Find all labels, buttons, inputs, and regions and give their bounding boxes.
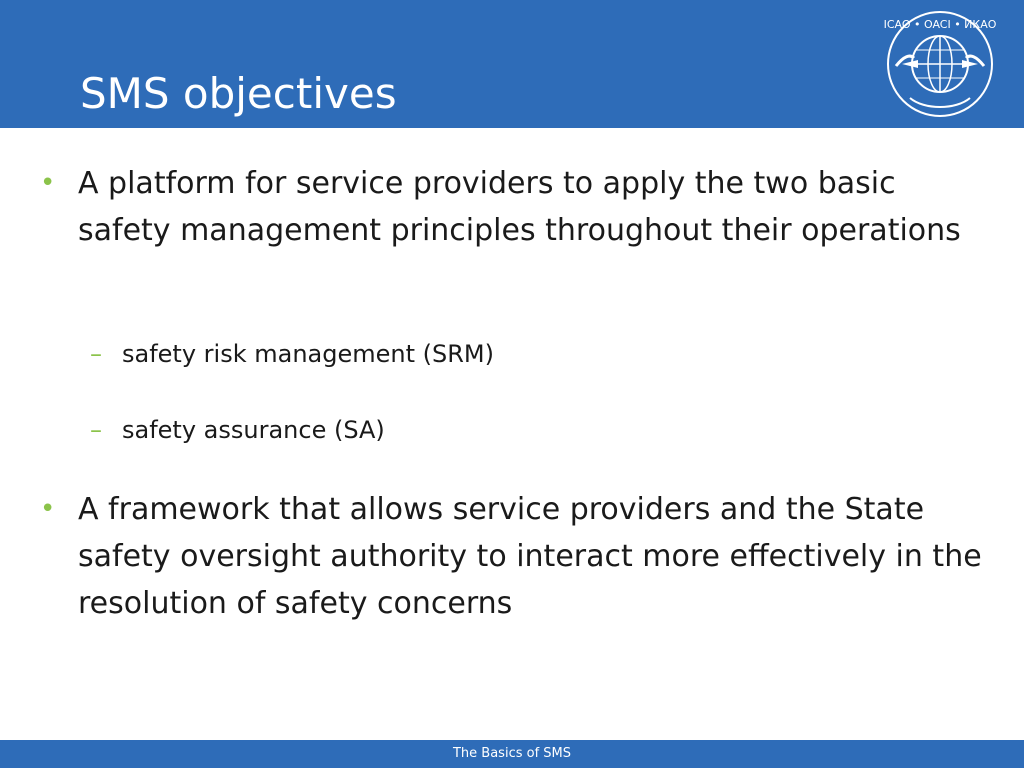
slide-header — [0, 0, 1024, 128]
bullet-item — [40, 486, 990, 636]
bullet-text: A framework that allows service providers and the State safety oversight authority to interact more effectively in the resolution of safety concerns — [78, 492, 982, 621]
sub-bullet-text: safety assurance (SA) — [122, 416, 385, 444]
icao-emblem-icon — [880, 6, 1000, 124]
bullet-marker: • — [40, 168, 56, 198]
slide-footer: The Basics of SMS — [0, 740, 1024, 768]
dash-marker: – — [90, 340, 102, 368]
dash-marker: – — [90, 416, 102, 444]
bullet-text: A platform for service providers to apply the two basic safety management principles throughout their operations — [78, 166, 961, 248]
slide-title: SMS objectives — [80, 69, 397, 118]
sub-bullet-item — [90, 412, 890, 448]
sub-bullet-item — [90, 336, 890, 372]
bullet-item — [40, 160, 990, 310]
sub-bullet-text: safety risk management (SRM) — [122, 340, 494, 368]
bullet-marker: • — [40, 494, 56, 524]
logo-ring-text: ICAO • OACI • ИКАО — [883, 18, 997, 31]
